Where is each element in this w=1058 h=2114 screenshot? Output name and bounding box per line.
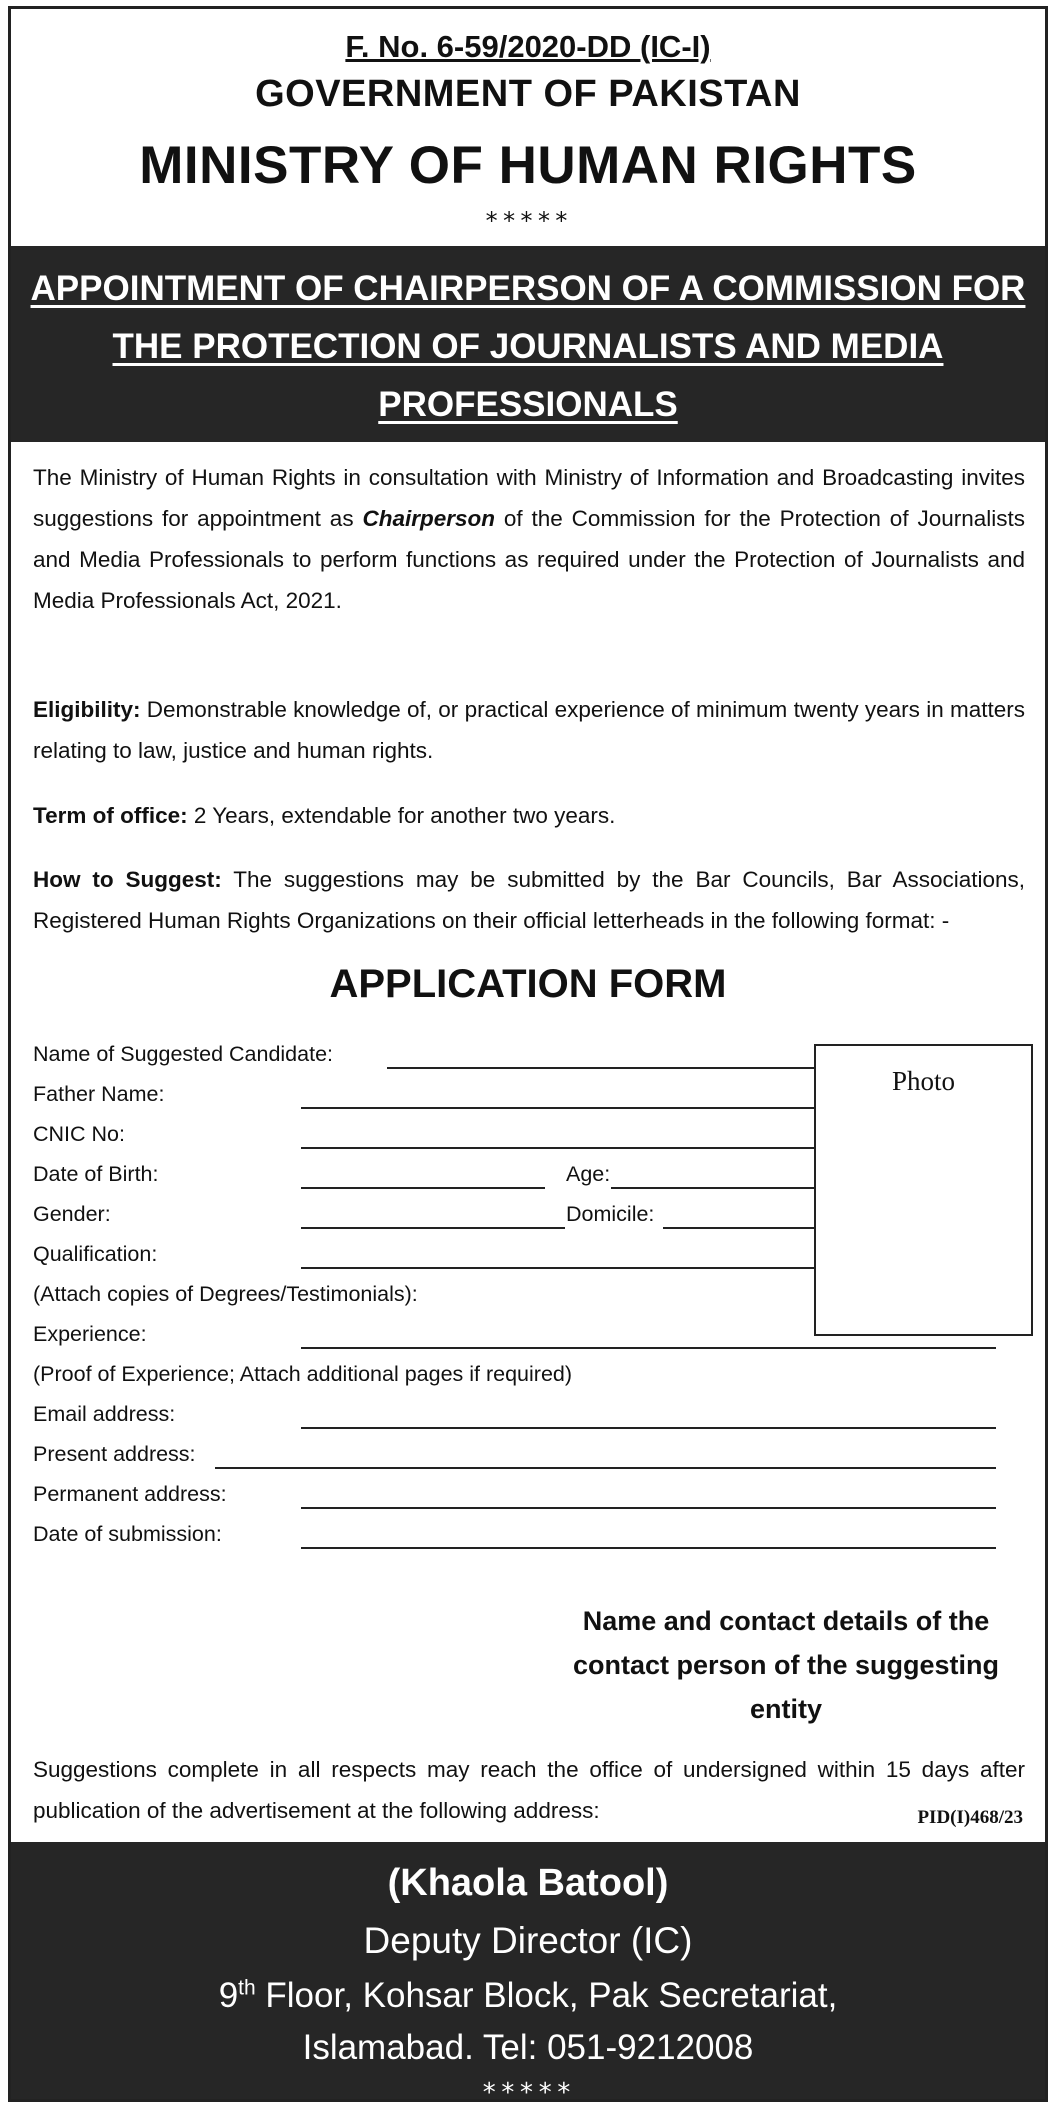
how-to-suggest-text: The suggestions may be submitted by the Bar Councils, Bar Associations, Registered Human Rights Organizations on their official letterheads in the following format: - <box>33 867 1026 933</box>
floor-suffix: th <box>238 1976 256 2000</box>
address-line-1 <box>11 1976 1045 2016</box>
file-number <box>11 29 1045 65</box>
label-qualification: Qualification: <box>33 1242 158 1266</box>
signatory-designation: Deputy Director (IC) <box>363 1920 693 1961</box>
label-email: Email address: <box>33 1402 176 1426</box>
floor-number: 9 <box>218 1976 239 2015</box>
note-proof-of-experience: (Proof of Experience; Attach additional pages if required) <box>33 1362 573 1386</box>
how-to-suggest-label: How to Suggest: <box>33 867 222 892</box>
advertisement-page <box>8 6 1048 2102</box>
line-experience <box>301 1347 996 1349</box>
closing-paragraph: Suggestions complete in all respects may reach the office of undersigned within 15 days after publication of the advertisement at the following address: <box>33 1757 1025 1823</box>
line-age <box>611 1187 814 1189</box>
eligibility-label: Eligibility: <box>33 697 141 722</box>
label-dob: Date of Birth: <box>33 1162 159 1186</box>
photo-label: Photo <box>891 1066 956 1096</box>
file-number-text: F. No. 6-59/2020-DD (IC-I) <box>345 29 711 64</box>
photo-box <box>814 1044 1033 1336</box>
header-stars: ***** <box>484 207 572 235</box>
line-dob <box>301 1187 545 1189</box>
line-candidate-name <box>387 1067 814 1069</box>
label-submission-date: Date of submission: <box>33 1522 222 1546</box>
label-cnic: CNIC No: <box>33 1122 125 1146</box>
eligibility-text: Demonstrable knowledge of, or practical experience of minimum twenty years in matters relating to law, justice and human rights. <box>33 697 1025 763</box>
label-gender: Gender: <box>33 1202 111 1226</box>
intro-text-end: of the Commission for the Protection of Journalists and Media Professionals to perform functions as required under the Protection of Journalists and Media Professionals Act, 2021. <box>33 506 1025 613</box>
line-gender <box>301 1227 565 1229</box>
contact-details-note: Name and contact details of the contact person of the suggesting entity <box>572 1606 1000 1724</box>
term-paragraph <box>33 795 1025 836</box>
application-form-title: APPLICATION FORM <box>329 962 727 1006</box>
line-domicile <box>663 1227 814 1229</box>
advertisement-title <box>11 260 1045 434</box>
label-age: Age: <box>566 1162 611 1186</box>
line-qualification <box>301 1267 814 1269</box>
footer-stars: ***** <box>481 2078 575 2102</box>
note-attach-degrees: (Attach copies of Degrees/Testimonials): <box>33 1282 418 1306</box>
label-experience: Experience: <box>33 1322 147 1346</box>
signatory-name: (Khaola Batool) <box>387 1862 669 1904</box>
intro-emphasis: Chairperson <box>362 506 495 531</box>
signature-band <box>11 1842 1045 2102</box>
term-text: 2 Years, extendable for another two years. <box>187 803 616 828</box>
intro-paragraph <box>33 457 1025 621</box>
intro-text-start: The Ministry of Human Rights in consultation with Ministry of Information and Broadcasting invites suggestions for appointment as <box>33 465 1025 531</box>
line-present-address <box>215 1467 996 1469</box>
pid-number: PID(I)468/23 <box>917 1807 1023 1828</box>
line-submission-date <box>301 1547 996 1549</box>
how-to-suggest-paragraph <box>33 859 1025 941</box>
line-cnic <box>301 1147 814 1149</box>
government-heading: GOVERNMENT OF PAKISTAN <box>255 73 801 115</box>
address-line-1-text: Floor, Kohsar Block, Pak Secretariat, <box>255 1976 838 2015</box>
label-father-name: Father Name: <box>33 1082 165 1106</box>
line-father-name <box>301 1107 814 1109</box>
line-email <box>301 1427 996 1429</box>
line-permanent-address <box>301 1507 996 1509</box>
label-candidate-name: Name of Suggested Candidate: <box>33 1042 334 1066</box>
term-label: Term of office: <box>33 803 188 828</box>
label-permanent-address: Permanent address: <box>33 1482 227 1506</box>
address-line-2: Islamabad. Tel: 051-9212008 <box>302 2028 754 2067</box>
title-band <box>11 246 1045 442</box>
label-present-address: Present address: <box>33 1442 196 1466</box>
advertisement-title-text: APPOINTMENT OF CHAIRPERSON OF A COMMISSION FOR THE PROTECTION OF JOURNALISTS AND MEDIA PROFESSIONALS <box>30 269 1026 424</box>
eligibility-paragraph <box>33 689 1025 771</box>
label-domicile: Domicile: <box>566 1202 655 1226</box>
ministry-heading: MINISTRY OF HUMAN RIGHTS <box>139 136 917 195</box>
